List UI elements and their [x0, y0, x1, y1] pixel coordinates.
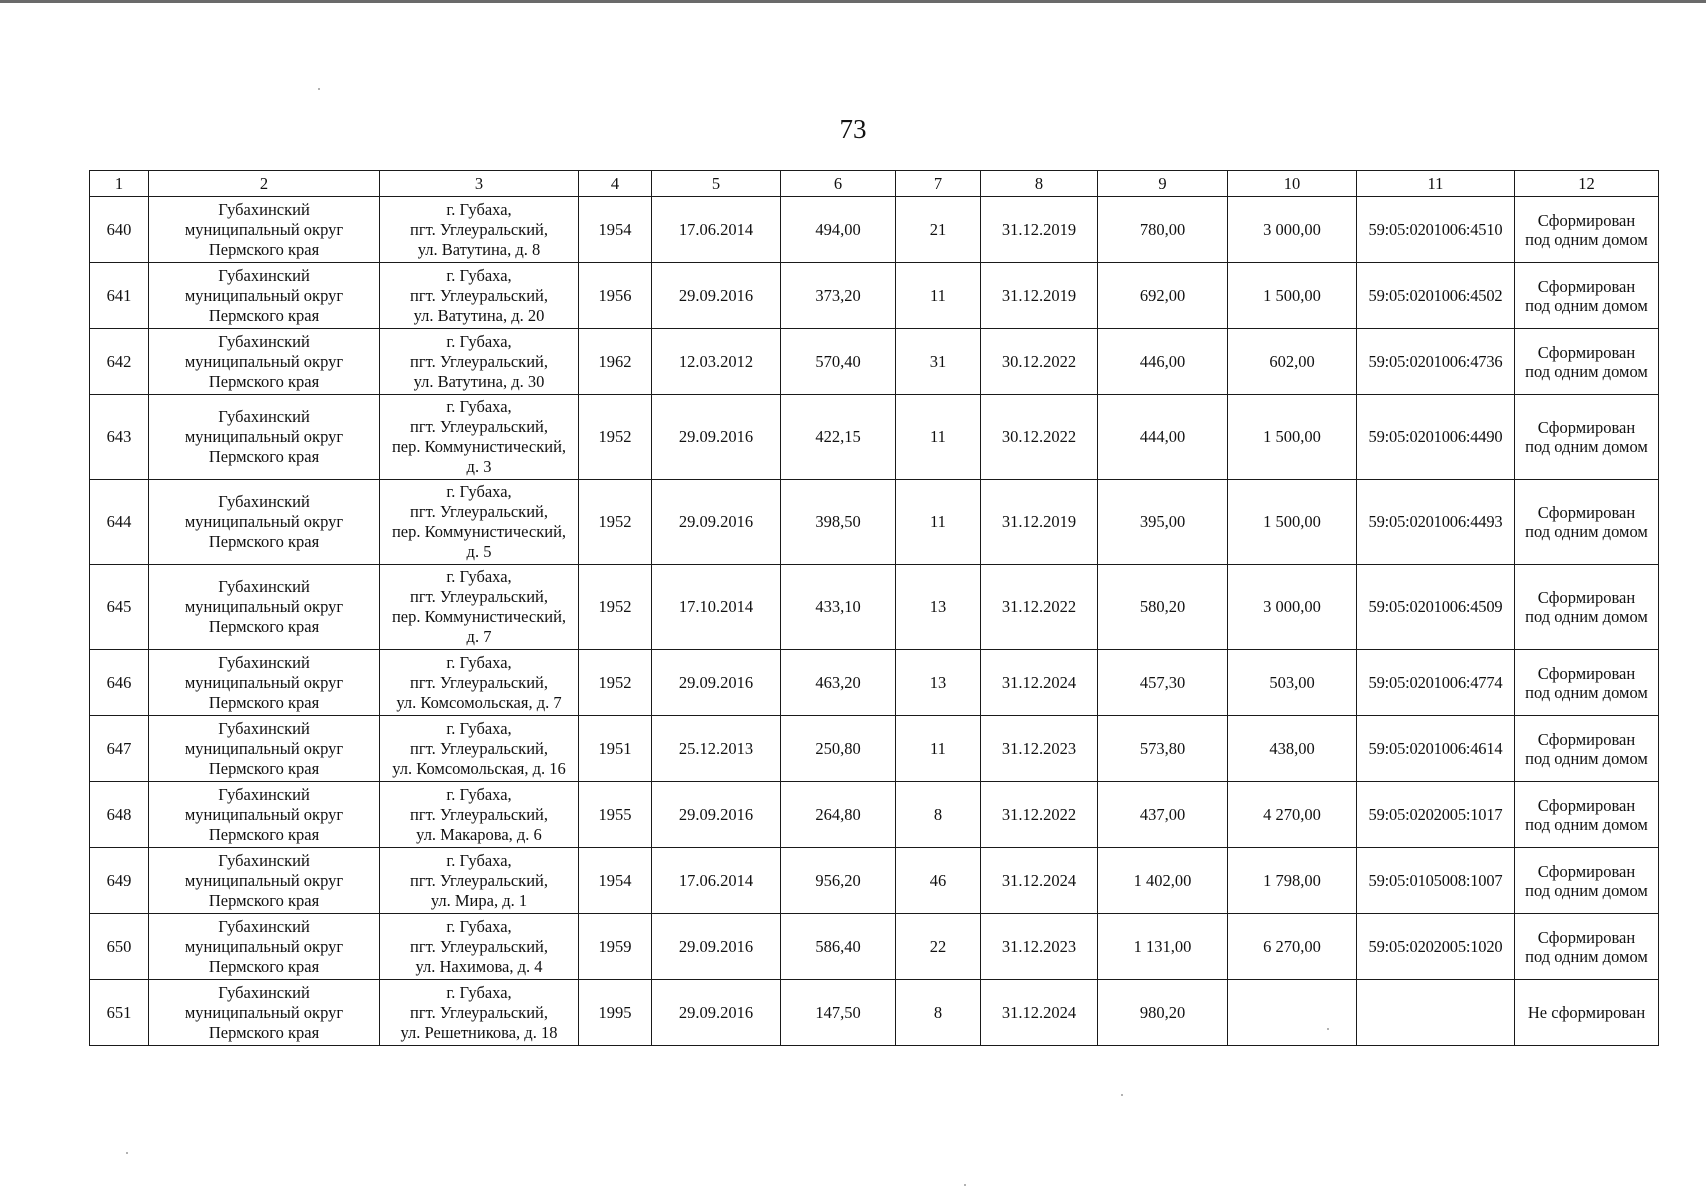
cell-line: под одним домом [1525, 814, 1648, 834]
value9-cell: 446,00 [1098, 329, 1228, 395]
cell-line: Губахинский [218, 265, 310, 285]
area-cell: 494,00 [781, 197, 896, 263]
date-cell: 29.09.2016 [652, 480, 781, 565]
address-cell [380, 197, 579, 263]
cell-line: ул. Комсомольская, д. 16 [392, 758, 566, 778]
cell-line: Пермского края [208, 447, 320, 466]
row-number-cell: 642 [90, 329, 149, 395]
date-cell: 17.10.2014 [652, 565, 781, 650]
cell-line: г. Губаха, [446, 397, 512, 416]
deadline-cell: 30.12.2022 [981, 329, 1098, 395]
date-cell: 29.09.2016 [652, 395, 781, 480]
cell-line: пгт. Углеуральский, [410, 1002, 548, 1022]
header-row [90, 171, 1659, 197]
value9-cell: 573,80 [1098, 716, 1228, 782]
row-number-cell: 645 [90, 565, 149, 650]
cell-line: Губахинский [218, 407, 310, 426]
scan-speck [1327, 1028, 1329, 1030]
table-row [90, 197, 1659, 263]
value10-cell: 6 270,00 [1228, 914, 1357, 980]
header-cell-7: 7 [896, 171, 981, 197]
count-cell: 11 [896, 263, 981, 329]
row-number-cell: 648 [90, 782, 149, 848]
cell-line: под одним домом [1525, 682, 1648, 702]
value9-cell: 1 131,00 [1098, 914, 1228, 980]
cell-line: Пермского края [208, 532, 320, 551]
cell-line: д. 7 [466, 627, 492, 646]
cell-line: г. Губаха, [446, 199, 512, 219]
count-cell: 31 [896, 329, 981, 395]
cell-line: Не сформирован [1527, 1003, 1646, 1022]
address-cell [380, 650, 579, 716]
cell-line: под одним домом [1525, 361, 1648, 381]
cell-line: пгт. Углеуральский, [410, 936, 548, 956]
address-cell [380, 716, 579, 782]
count-cell: 13 [896, 650, 981, 716]
cell-line: г. Губаха, [446, 331, 512, 351]
cell-line: Губахинский [218, 331, 310, 351]
cell-line: Губахинский [218, 850, 310, 870]
deadline-cell: 31.12.2019 [981, 263, 1098, 329]
count-cell: 13 [896, 565, 981, 650]
cell-line: ул. Мира, д. 1 [430, 890, 528, 910]
cadastral-number-cell: 59:05:0201006:4490 [1357, 395, 1515, 480]
cell-line: Сформирован [1537, 729, 1636, 749]
cell-line: под одним домом [1525, 748, 1648, 768]
year-cell: 1954 [579, 197, 652, 263]
header-cell-5: 5 [652, 171, 781, 197]
deadline-cell: 31.12.2019 [981, 480, 1098, 565]
year-cell: 1952 [579, 395, 652, 480]
cell-line: пгт. Углеуральский, [410, 738, 548, 758]
cell-line: муниципальный округ [184, 427, 344, 446]
cell-line: Губахинский [218, 652, 310, 672]
header-cell-11: 11 [1357, 171, 1515, 197]
municipality-cell [149, 395, 380, 480]
status-cell [1515, 716, 1659, 782]
address-cell [380, 480, 579, 565]
row-number-cell: 649 [90, 848, 149, 914]
row-number-cell: 650 [90, 914, 149, 980]
cell-line: пгт. Углеуральский, [410, 417, 548, 436]
municipality-cell [149, 980, 380, 1046]
cell-line: Сформирован [1537, 503, 1636, 522]
row-number-cell: 641 [90, 263, 149, 329]
date-cell: 17.06.2014 [652, 197, 781, 263]
cell-line: под одним домом [1525, 295, 1648, 315]
year-cell: 1952 [579, 650, 652, 716]
address-cell [380, 395, 579, 480]
cell-line: муниципальный округ [184, 1002, 344, 1022]
municipality-cell [149, 329, 380, 395]
header-cell-8: 8 [981, 171, 1098, 197]
cell-line: Пермского края [208, 956, 320, 976]
cell-line: Губахинский [218, 982, 310, 1002]
area-cell: 433,10 [781, 565, 896, 650]
year-cell: 1952 [579, 480, 652, 565]
cell-line: Губахинский [218, 916, 310, 936]
deadline-cell: 31.12.2023 [981, 716, 1098, 782]
cell-line: Сформирован [1537, 588, 1636, 607]
deadline-cell: 31.12.2023 [981, 914, 1098, 980]
cell-line: г. Губаха, [446, 482, 512, 501]
cell-line: Пермского края [208, 692, 320, 712]
count-cell: 21 [896, 197, 981, 263]
header-cell-12: 12 [1515, 171, 1659, 197]
cell-line: Сформирован [1537, 861, 1636, 881]
cell-line: ул. Макарова, д. 6 [416, 824, 542, 844]
cell-line: г. Губаха, [446, 265, 512, 285]
table-row [90, 848, 1659, 914]
address-cell [380, 848, 579, 914]
cell-line: пгт. Углеуральский, [410, 870, 548, 890]
value10-cell: 4 270,00 [1228, 782, 1357, 848]
deadline-cell: 31.12.2022 [981, 565, 1098, 650]
cell-line: Пермского края [208, 617, 320, 636]
status-cell [1515, 263, 1659, 329]
cell-line: Сформирован [1537, 927, 1636, 947]
header-cell-3: 3 [380, 171, 579, 197]
deadline-cell: 31.12.2024 [981, 848, 1098, 914]
date-cell: 29.09.2016 [652, 263, 781, 329]
cell-line: муниципальный округ [184, 285, 344, 305]
cell-line: под одним домом [1525, 522, 1648, 541]
cell-line: ул. Ватутина, д. 20 [413, 305, 545, 325]
year-cell: 1995 [579, 980, 652, 1046]
value9-cell: 457,30 [1098, 650, 1228, 716]
cell-line: Губахинский [218, 577, 310, 596]
status-cell [1515, 782, 1659, 848]
area-cell: 422,15 [781, 395, 896, 480]
cadastral-number-cell: 59:05:0105008:1007 [1357, 848, 1515, 914]
count-cell: 11 [896, 716, 981, 782]
cell-line: пгт. Углеуральский, [410, 285, 548, 305]
municipality-cell [149, 263, 380, 329]
area-cell: 250,80 [781, 716, 896, 782]
deadline-cell: 31.12.2024 [981, 980, 1098, 1046]
area-cell: 147,50 [781, 980, 896, 1046]
date-cell: 29.09.2016 [652, 914, 781, 980]
municipality-cell [149, 782, 380, 848]
area-cell: 264,80 [781, 782, 896, 848]
year-cell: 1956 [579, 263, 652, 329]
cell-line: ул. Нахимова, д. 4 [415, 956, 543, 976]
table-row [90, 980, 1659, 1046]
cell-line: муниципальный округ [184, 597, 344, 616]
area-cell: 463,20 [781, 650, 896, 716]
cell-line: муниципальный округ [184, 351, 344, 371]
value10-cell: 1 500,00 [1228, 263, 1357, 329]
cell-line: пгт. Углеуральский, [410, 587, 548, 606]
value9-cell: 1 402,00 [1098, 848, 1228, 914]
status-cell [1515, 565, 1659, 650]
cadastral-number-cell: 59:05:0201006:4510 [1357, 197, 1515, 263]
cadastral-number-cell [1357, 980, 1515, 1046]
cadastral-number-cell: 59:05:0201006:4509 [1357, 565, 1515, 650]
scan-speck [1121, 1094, 1123, 1096]
address-cell [380, 329, 579, 395]
cell-line: пгт. Углеуральский, [410, 219, 548, 239]
date-cell: 29.09.2016 [652, 650, 781, 716]
deadline-cell: 31.12.2022 [981, 782, 1098, 848]
cell-line: муниципальный округ [184, 936, 344, 956]
status-cell [1515, 480, 1659, 565]
area-cell: 570,40 [781, 329, 896, 395]
cell-line: Пермского края [208, 824, 320, 844]
header-cell-6: 6 [781, 171, 896, 197]
value9-cell: 980,20 [1098, 980, 1228, 1046]
row-number-cell: 643 [90, 395, 149, 480]
date-cell: 29.09.2016 [652, 980, 781, 1046]
municipality-cell [149, 914, 380, 980]
scan-speck [318, 88, 320, 90]
cell-line: ул. Решетникова, д. 18 [400, 1022, 558, 1042]
scan-top-edge [0, 0, 1706, 3]
table-row [90, 480, 1659, 565]
value9-cell: 580,20 [1098, 565, 1228, 650]
cell-line: Губахинский [218, 199, 310, 219]
row-number-cell: 651 [90, 980, 149, 1046]
page-number: 73 [839, 114, 867, 144]
scan-speck [126, 1152, 128, 1154]
cell-line: пгт. Углеуральский, [410, 804, 548, 824]
date-cell: 29.09.2016 [652, 782, 781, 848]
municipality-cell [149, 480, 380, 565]
value10-cell: 3 000,00 [1228, 565, 1357, 650]
cell-line: г. Губаха, [446, 982, 512, 1002]
value9-cell: 444,00 [1098, 395, 1228, 480]
cell-line: г. Губаха, [446, 718, 512, 738]
cell-line: д. 3 [466, 457, 492, 476]
row-number-cell: 644 [90, 480, 149, 565]
table-row [90, 914, 1659, 980]
row-number-cell: 647 [90, 716, 149, 782]
area-cell: 956,20 [781, 848, 896, 914]
cell-line: г. Губаха, [446, 652, 512, 672]
year-cell: 1959 [579, 914, 652, 980]
cell-line: г. Губаха, [446, 850, 512, 870]
cell-line: Губахинский [218, 784, 310, 804]
value10-cell: 602,00 [1228, 329, 1357, 395]
address-cell [380, 980, 579, 1046]
date-cell: 17.06.2014 [652, 848, 781, 914]
cell-line: пер. Коммунистический, [391, 437, 567, 456]
cell-line: под одним домом [1525, 607, 1648, 626]
cell-line: муниципальный округ [184, 672, 344, 692]
cell-line: Пермского края [208, 371, 320, 391]
table-row [90, 565, 1659, 650]
header-cell-10: 10 [1228, 171, 1357, 197]
area-cell: 398,50 [781, 480, 896, 565]
year-cell: 1952 [579, 565, 652, 650]
cell-line: Сформирован [1537, 276, 1636, 296]
count-cell: 8 [896, 782, 981, 848]
status-cell [1515, 329, 1659, 395]
value10-cell: 1 500,00 [1228, 480, 1357, 565]
year-cell: 1962 [579, 329, 652, 395]
municipality-cell [149, 716, 380, 782]
value10-cell: 3 000,00 [1228, 197, 1357, 263]
municipality-cell [149, 197, 380, 263]
cadastral-number-cell: 59:05:0201006:4502 [1357, 263, 1515, 329]
table-body [90, 197, 1659, 1046]
cell-line: Сформирован [1537, 342, 1636, 362]
address-cell [380, 782, 579, 848]
status-cell [1515, 914, 1659, 980]
cell-line: Пермского края [208, 1022, 320, 1042]
cell-line: Пермского края [208, 305, 320, 325]
year-cell: 1954 [579, 848, 652, 914]
address-cell [380, 263, 579, 329]
cell-line: Сформирован [1537, 210, 1636, 230]
cell-line: Пермского края [208, 890, 320, 910]
table-row [90, 650, 1659, 716]
value10-cell: 438,00 [1228, 716, 1357, 782]
count-cell: 11 [896, 395, 981, 480]
cell-line: д. 5 [466, 542, 492, 561]
cadastral-number-cell: 59:05:0201006:4774 [1357, 650, 1515, 716]
header-cell-1: 1 [90, 171, 149, 197]
cell-line: ул. Ватутина, д. 30 [413, 371, 545, 391]
status-cell [1515, 197, 1659, 263]
cell-line: муниципальный округ [184, 219, 344, 239]
cell-line: пер. Коммунистический, [391, 607, 567, 626]
status-cell [1515, 650, 1659, 716]
deadline-cell: 31.12.2024 [981, 650, 1098, 716]
row-number-cell: 646 [90, 650, 149, 716]
municipality-cell [149, 650, 380, 716]
count-cell: 8 [896, 980, 981, 1046]
municipality-cell [149, 565, 380, 650]
cadastral-number-cell: 59:05:0201006:4493 [1357, 480, 1515, 565]
cell-line: пгт. Углеуральский, [410, 672, 548, 692]
cell-line: Пермского края [208, 239, 320, 259]
value9-cell: 780,00 [1098, 197, 1228, 263]
cell-line: Губахинский [218, 718, 310, 738]
table-row [90, 716, 1659, 782]
area-cell: 373,20 [781, 263, 896, 329]
table-row [90, 329, 1659, 395]
cell-line: ул. Ватутина, д. 8 [417, 239, 541, 259]
address-cell [380, 565, 579, 650]
date-cell: 25.12.2013 [652, 716, 781, 782]
cadastral-number-cell: 59:05:0202005:1017 [1357, 782, 1515, 848]
cell-line: Сформирован [1537, 663, 1636, 683]
area-cell: 586,40 [781, 914, 896, 980]
address-cell [380, 914, 579, 980]
table-row [90, 395, 1659, 480]
count-cell: 46 [896, 848, 981, 914]
cell-line: под одним домом [1525, 880, 1648, 900]
count-cell: 22 [896, 914, 981, 980]
year-cell: 1955 [579, 782, 652, 848]
value10-cell: 1 500,00 [1228, 395, 1357, 480]
cell-line: Губахинский [218, 492, 310, 511]
cell-line: муниципальный округ [184, 804, 344, 824]
cell-line: пгт. Углеуральский, [410, 351, 548, 371]
cell-line: пер. Коммунистический, [391, 522, 567, 541]
year-cell: 1951 [579, 716, 652, 782]
cell-line: под одним домом [1525, 946, 1648, 966]
value10-cell: 1 798,00 [1228, 848, 1357, 914]
count-cell: 11 [896, 480, 981, 565]
header-cell-2: 2 [149, 171, 380, 197]
value9-cell: 437,00 [1098, 782, 1228, 848]
cadastral-number-cell: 59:05:0201006:4614 [1357, 716, 1515, 782]
table-row [90, 263, 1659, 329]
deadline-cell: 31.12.2019 [981, 197, 1098, 263]
cell-line: муниципальный округ [184, 512, 344, 531]
value9-cell: 395,00 [1098, 480, 1228, 565]
value9-cell: 692,00 [1098, 263, 1228, 329]
value10-cell [1228, 980, 1357, 1046]
municipality-cell [149, 848, 380, 914]
cell-line: г. Губаха, [446, 916, 512, 936]
cell-line: г. Губаха, [446, 567, 512, 586]
cell-line: муниципальный округ [184, 738, 344, 758]
status-cell [1515, 395, 1659, 480]
status-cell [1515, 848, 1659, 914]
scan-speck [964, 1184, 966, 1186]
cell-line: Пермского края [208, 758, 320, 778]
cell-line: пгт. Углеуральский, [410, 502, 548, 521]
cell-line: под одним домом [1525, 229, 1648, 249]
cadastral-number-cell: 59:05:0202005:1020 [1357, 914, 1515, 980]
cell-line: муниципальный округ [184, 870, 344, 890]
cell-line: под одним домом [1525, 437, 1648, 456]
cell-line: Сформирован [1537, 418, 1636, 437]
status-cell [1515, 980, 1659, 1046]
cell-line: ул. Комсомольская, д. 7 [396, 692, 562, 712]
cell-line: Сформирован [1537, 795, 1636, 815]
row-number-cell: 640 [90, 197, 149, 263]
cadastral-number-cell: 59:05:0201006:4736 [1357, 329, 1515, 395]
cell-line: г. Губаха, [446, 784, 512, 804]
header-cell-4: 4 [579, 171, 652, 197]
date-cell: 12.03.2012 [652, 329, 781, 395]
value10-cell: 503,00 [1228, 650, 1357, 716]
housing-registry-table [89, 170, 1659, 1046]
header-cell-9: 9 [1098, 171, 1228, 197]
table-row [90, 782, 1659, 848]
deadline-cell: 30.12.2022 [981, 395, 1098, 480]
